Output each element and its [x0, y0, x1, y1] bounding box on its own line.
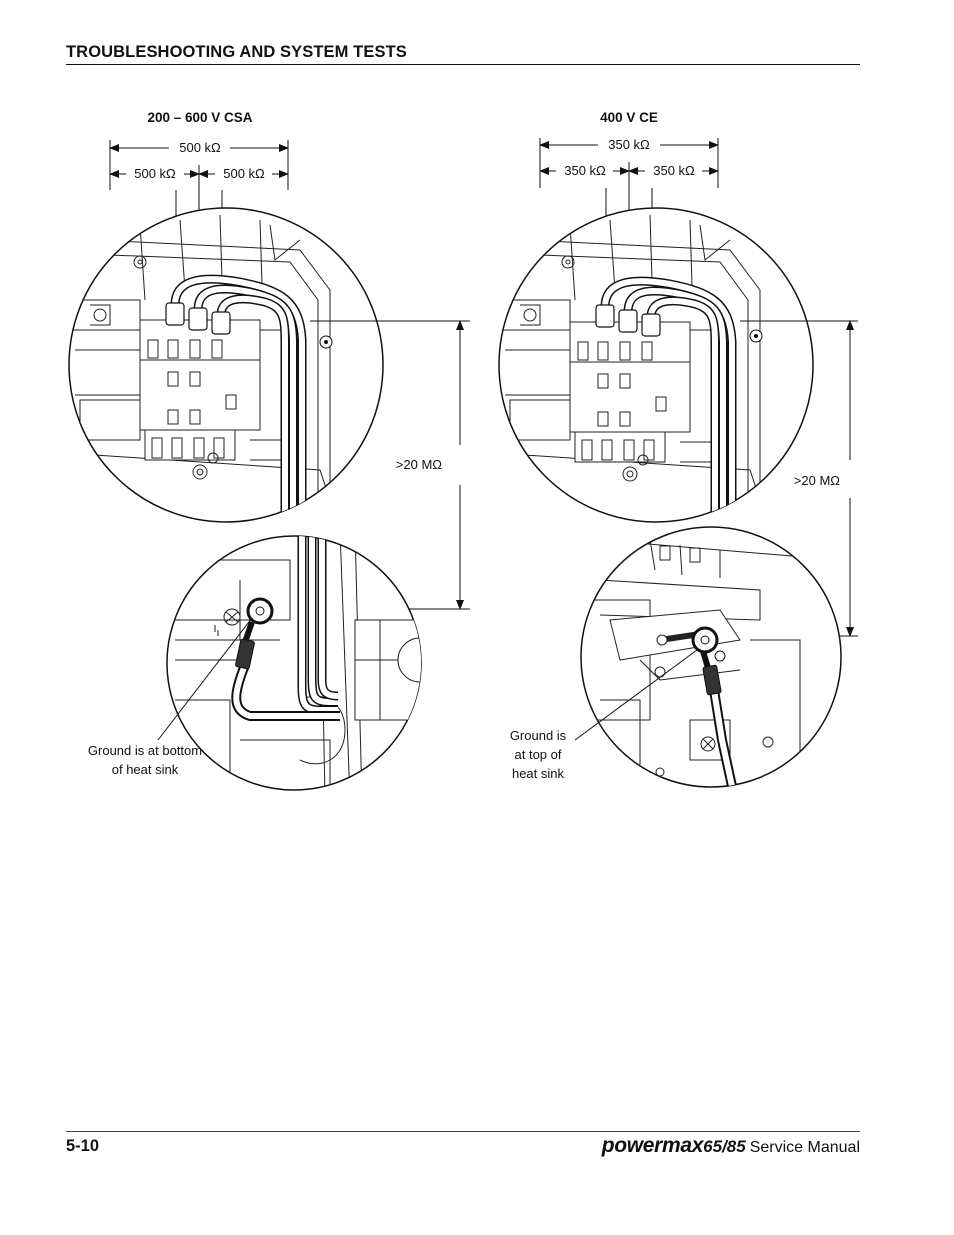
- right-top-resistance: 350 kΩ: [608, 137, 650, 152]
- brand-name: powermax: [601, 1134, 704, 1157]
- left-figure: [69, 110, 470, 800]
- footer-rule: [66, 1131, 860, 1132]
- left-top-resistance: 500 kΩ: [179, 140, 221, 155]
- right-ground-illustration: [581, 527, 841, 800]
- manual-label: Service Manual: [749, 1139, 860, 1156]
- right-right-resistance: 350 kΩ: [653, 163, 695, 178]
- right-left-resistance: 350 kΩ: [564, 163, 606, 178]
- right-contactor-illustration: [499, 208, 813, 530]
- section-title: TROUBLESHOOTING AND SYSTEM TESTS: [66, 43, 407, 61]
- page-number: 5-10: [66, 1137, 100, 1155]
- left-ground-note-line2: of heat sink: [111, 762, 179, 777]
- left-ground-resistance: >20 MΩ: [395, 457, 442, 472]
- left-contactor-illustration: [69, 208, 383, 530]
- left-ground-note-line1: Ground is at bottom: [87, 743, 203, 758]
- footer-brand: [602, 1134, 860, 1158]
- left-left-resistance: 500 kΩ: [134, 166, 176, 181]
- right-ground-note-line2: at top of: [514, 747, 562, 762]
- right-figure: [499, 110, 858, 800]
- left-right-resistance: 500 kΩ: [223, 166, 265, 181]
- right-figure-title: 400 V CE: [600, 110, 658, 125]
- right-ground-resistance: >20 MΩ: [793, 473, 840, 488]
- left-figure-title: 200 – 600 V CSA: [147, 110, 253, 125]
- right-ground-note-line3: heat sink: [511, 766, 565, 781]
- brand-model: 65/85: [703, 1137, 746, 1156]
- left-ground-illustration: [167, 530, 442, 800]
- right-ground-note-line1: Ground is: [509, 728, 567, 743]
